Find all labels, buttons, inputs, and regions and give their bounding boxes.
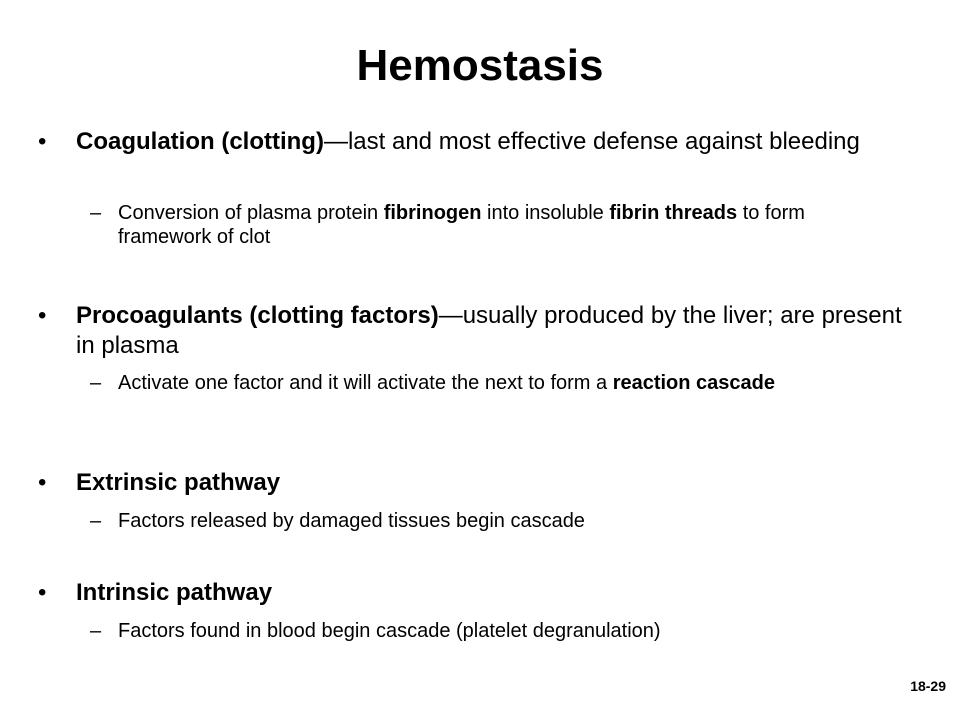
sub-text-part: to form framework of clot	[118, 202, 805, 248]
bullet-body: —usually produced by the liver; are present in plasma	[76, 302, 902, 359]
bullet-marker: •	[38, 302, 47, 329]
bullet-marker: •	[38, 579, 47, 606]
bullet-heading: Intrinsic pathway	[76, 579, 273, 606]
sub-text-part: Activate one factor and it will activate the next to form a	[118, 372, 613, 394]
bullet-text	[76, 578, 926, 608]
sub-text-part: into insoluble	[481, 202, 610, 224]
bullet-text	[76, 301, 926, 361]
bullet-heading: Procoagulants (clotting factors)	[76, 302, 439, 329]
sub-text-part: Factors released by damaged tissues begin cascade	[118, 510, 585, 532]
sub-bullet-text	[118, 619, 878, 643]
sub-bullet-marker: –	[90, 620, 102, 642]
bullet-marker: •	[38, 128, 47, 155]
bullet-text	[76, 127, 926, 157]
sub-bullet-marker: –	[90, 510, 102, 532]
sub-text-bold: reaction cascade	[612, 372, 776, 394]
bullet-marker: •	[38, 469, 47, 496]
bullet-text	[76, 468, 926, 498]
sub-text-part: Factors found in blood begin cascade (platelet degranulation)	[118, 620, 661, 642]
slide-title: Hemostasis	[356, 41, 604, 90]
bullet-body: —last and most effective defense against bleeding	[323, 128, 860, 155]
bullet-heading: Coagulation (clotting)	[76, 128, 324, 155]
sub-bullet-text	[118, 201, 878, 249]
slide-number: 18-29	[910, 678, 946, 694]
sub-text-bold: fibrin threads	[609, 202, 738, 224]
bullet-heading: Extrinsic pathway	[76, 469, 281, 496]
sub-text-part: Conversion of plasma protein	[118, 202, 384, 224]
sub-text-bold: fibrinogen	[383, 202, 482, 224]
sub-bullet-text	[118, 509, 878, 533]
sub-bullet-text	[118, 371, 878, 395]
sub-bullet-marker: –	[90, 202, 102, 224]
sub-bullet-marker: –	[90, 372, 102, 394]
